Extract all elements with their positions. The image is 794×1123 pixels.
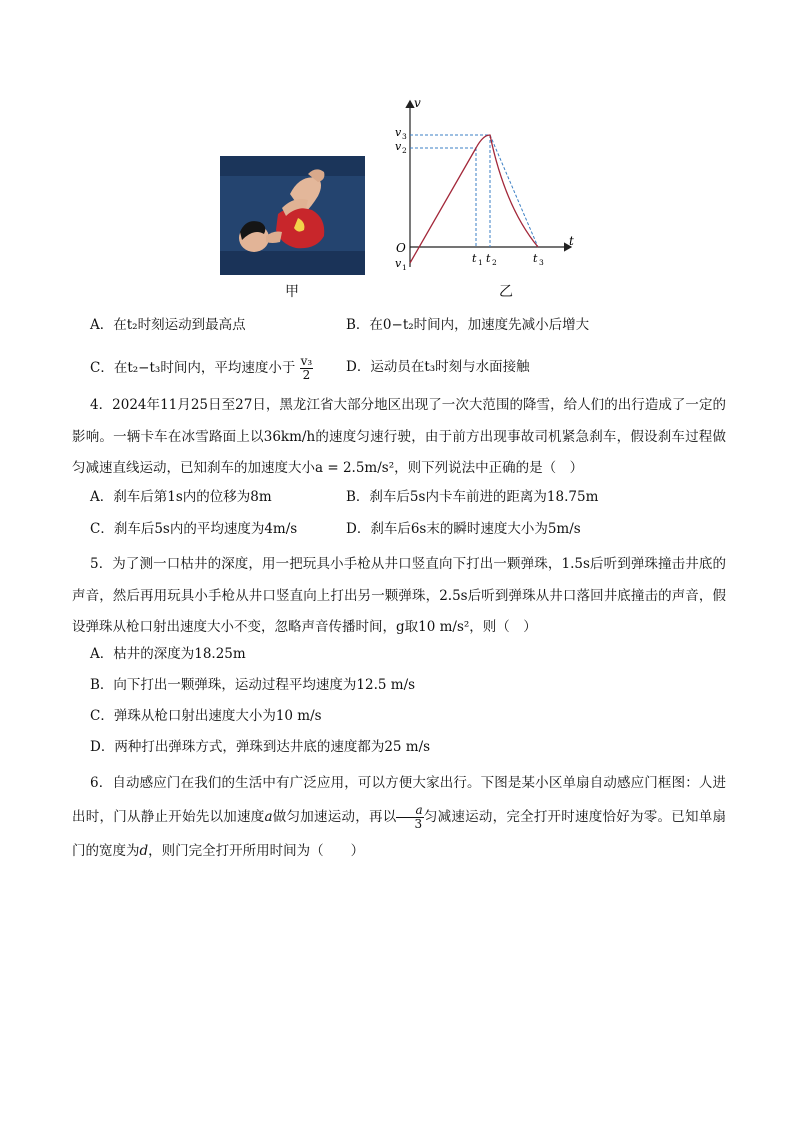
q3-option-d: D．运动员在t₃时刻与水面接触 (346, 359, 530, 375)
q3-option-a: A．在t₂时刻运动到最高点 (90, 317, 246, 333)
q6-symbol-d: d (139, 843, 149, 859)
q3-option-b: B．在0−t₂时间内，加速度先减小后增大 (346, 317, 590, 333)
q4-option-d: D．刹车后6s末的瞬时速度大小为5m/s (346, 521, 581, 537)
t2-label: t (486, 252, 491, 265)
caption-jia: 甲 (285, 284, 299, 300)
t3-label: t (533, 252, 538, 265)
t1-sub: 1 (478, 258, 483, 267)
q4-option-a: A．刹车后第1s内的位移为8m (90, 489, 272, 505)
v2-label: v (395, 140, 402, 153)
q4-option-b: B．刹车后5s内卡车前进的距离为18.75m (346, 489, 599, 505)
q5-option-a: A．枯井的深度为18.25m (90, 646, 246, 662)
q6-stem-part-3: 匀减速运动，完全打开时速度恰好为零。已知单扇门的宽度为 (72, 809, 727, 859)
v3-sub: 3 (402, 132, 407, 141)
q6-stem (72, 766, 726, 868)
t3-sub: 3 (539, 258, 544, 267)
q3-option-c-text: C．在t₂−t₃时间内，平均速度小于 (90, 360, 296, 376)
q6-fraction-numerator: a (396, 804, 423, 818)
tangent-guide (490, 135, 538, 247)
v3-label: v (395, 126, 402, 139)
t2-sub: 2 (492, 258, 497, 267)
v1-sub: 1 (402, 263, 407, 272)
q6-fraction (396, 804, 423, 831)
q5-stem: 5．为了测一口枯井的深度，用一把玩具小手枪从井口竖直向下打出一颗弹珠，1.5s后听到弹珠撞击井底的声音，然后再用玩具小手枪从井口竖直向上打出另一颗弹珠，2.5s后听到弹珠从井口落回井底撞击的声音，假设弹珠从枪口射出速度大小不变，忽略声音传播时间，g取10 m/s²，则（ ） (72, 556, 726, 635)
q3-option-c (90, 355, 313, 382)
diver-illustration (220, 156, 365, 275)
caption-yi: 乙 (499, 284, 513, 300)
diver-photo (220, 156, 365, 275)
q5-option-c: C．弹珠从枪口射出速度大小为10 m/s (90, 708, 322, 724)
q4-option-c: C．刹车后5s内的平均速度为4m/s (90, 521, 298, 537)
v1-label: v (395, 257, 402, 270)
v-axis-label: v (414, 96, 421, 110)
fraction-denominator: 2 (302, 368, 311, 382)
q6-symbol-a: a (264, 809, 273, 825)
v2-sub: 2 (402, 146, 407, 155)
q4-stem: 4．2024年11月25日至27日，黑龙江省大部分地区出现了一次大范围的降雪，给人们的出行造成了一定的影响。一辆卡车在冰雪路面上以36km/h的速度匀速行驶，由于前方出现事故司机紧急刹车，假设刹车过程做匀减速直线运动，已知刹车的加速度大小a = 2.5m/s²，则下列说法中正确的是（ ） (72, 397, 726, 476)
q5-option-b: B．向下打出一颗弹珠，运动过程平均速度为12.5 m/s (90, 677, 416, 693)
q6-fraction-denominator: 3 (414, 817, 423, 831)
velocity-time-graph (393, 95, 583, 275)
fraction-numerator: v₃ (300, 354, 313, 368)
q5-option-d: D．两种打出弹珠方式，弹珠到达井底的速度都为25 m/s (90, 739, 431, 755)
q3-option-c-fraction (300, 355, 314, 382)
origin-label: O (396, 241, 406, 255)
t-axis-label: t (569, 234, 574, 248)
velocity-curve (410, 135, 538, 263)
q6-stem-part-2: 做匀加速运动，再以 (272, 809, 397, 825)
q6-stem-part-1: 6．自动感应门在我们的生活中有广泛应用，可以方便大家出行。下图是某小区单扇自动感应门框图：人进出时，门从静止开始先以加速度 (72, 775, 726, 825)
t1-label: t (472, 252, 477, 265)
q6-stem-part-4: ，则门完全打开所用时间为（ ） (148, 843, 365, 859)
